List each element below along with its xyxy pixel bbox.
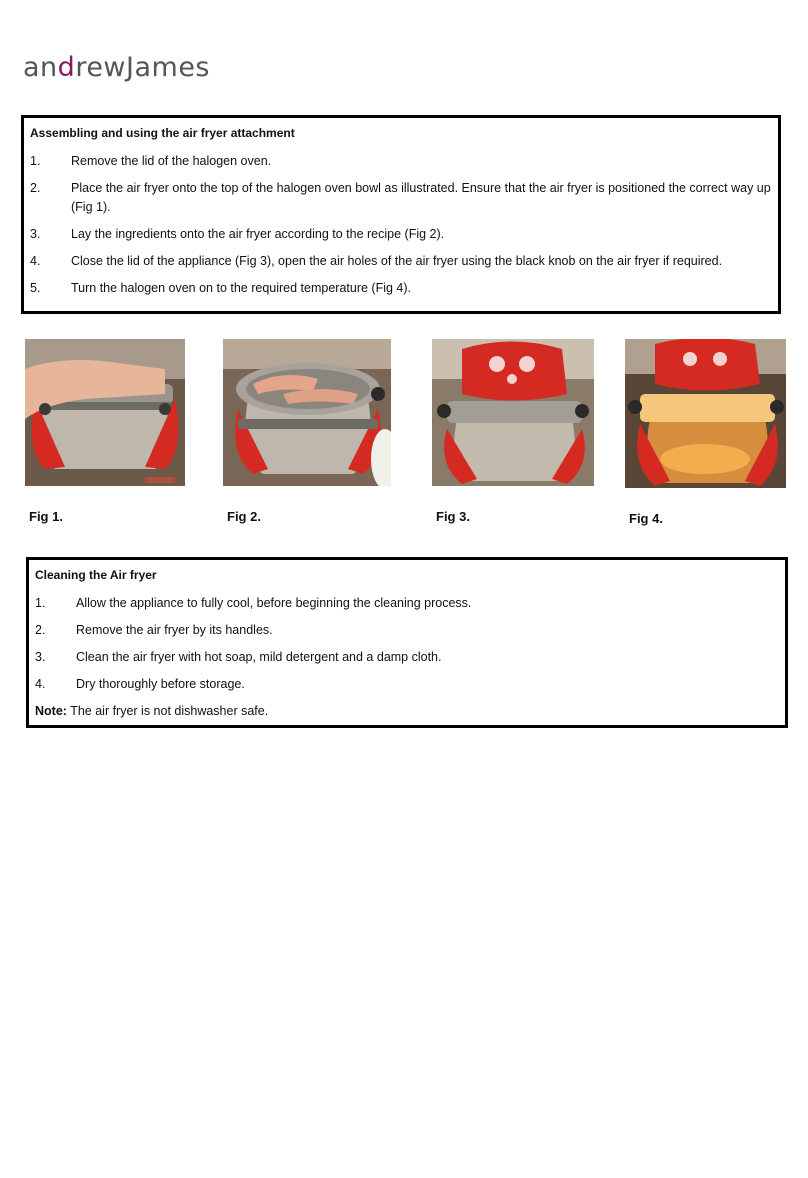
step-number: 2. [30,181,41,195]
figure-4-photo [625,339,786,488]
list-item [35,675,778,694]
list-item [30,252,771,271]
note-label: Note: [35,704,67,718]
figure-2-photo [223,339,391,486]
brand-logo [23,52,210,83]
step-number: 3. [30,227,41,241]
cleaning-instructions-box [26,557,788,728]
step-number: 3. [35,650,46,664]
step-number: 4. [35,677,46,691]
figure-4-caption: Fig 4. [629,511,663,526]
figure-1-caption: Fig 1. [29,509,63,524]
assembly-title: Assembling and using the air fryer attachment [30,126,295,140]
step-text: Close the lid of the appliance (Fig 3), open the air holes of the air fryer using the black knob on the air fryer if required. [71,254,723,268]
logo-text-accent: d [57,52,76,83]
step-text: Place the air fryer onto the top of the halogen oven bowl as illustrated. Ensure that the air fryer is positioned the correct way up (Fig 1). [71,181,771,214]
step-text: Lay the ingredients onto the air fryer according to the recipe (Fig 2). [71,227,445,241]
step-number: 5. [30,281,41,295]
step-text: Allow the appliance to fully cool, before beginning the cleaning process. [76,596,472,610]
figure-3-caption: Fig 3. [436,509,470,524]
figure-1-photo [25,339,185,486]
note-text: The air fryer is not dishwasher safe. [66,704,269,718]
step-number: 2. [35,623,46,637]
list-item [35,621,778,640]
list-item [30,225,771,244]
figure-2-caption: Fig 2. [227,509,261,524]
list-item [30,179,771,217]
list-item [30,152,771,171]
step-text: Remove the lid of the halogen oven. [71,154,272,168]
assembly-instructions-box [21,115,781,314]
step-text: Dry thoroughly before storage. [76,677,245,691]
step-text: Remove the air fryer by its handles. [76,623,273,637]
cleaning-note [35,702,778,721]
step-number: 1. [30,154,41,168]
figure-3-photo [432,339,594,486]
step-text: Clean the air fryer with hot soap, mild detergent and a damp cloth. [76,650,442,664]
cleaning-title: Cleaning the Air fryer [35,568,157,582]
step-number: 4. [30,254,41,268]
list-item [30,279,771,298]
list-item [35,648,778,667]
logo-text-b: rewJames [75,52,211,83]
step-text: Turn the halogen oven on to the required temperature (Fig 4). [71,281,412,295]
step-number: 1. [35,596,46,610]
list-item [35,594,778,613]
logo-text-a: an [23,52,58,83]
